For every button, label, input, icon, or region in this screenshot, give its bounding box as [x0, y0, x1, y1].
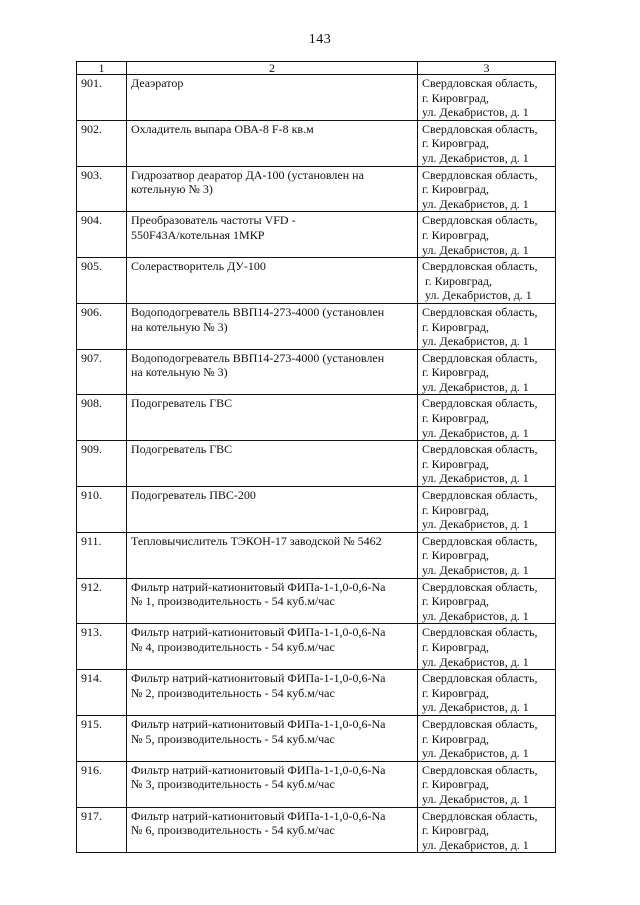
address-line: г. Кировград, — [422, 777, 490, 792]
address-line: г. Кировград, — [422, 136, 490, 151]
registry-table — [76, 61, 556, 853]
row-number: 915. — [77, 715, 127, 761]
address-line: ул. Декабристов, д. 1 — [422, 517, 529, 532]
equipment-name-cell — [127, 441, 418, 487]
address-line: г. Кировград, — [422, 502, 490, 517]
address-line: г. Кировград, — [422, 90, 490, 105]
address-line: ул. Декабристов, д. 1 — [422, 563, 529, 577]
equipment-name-line: Водоподогреватель ВВП14-273-4000 (установлен — [131, 304, 385, 319]
table-row — [77, 120, 556, 166]
equipment-name-line: Фильтр натрий-катионитовый ФИПа-1-1,0-0,6-Na — [131, 625, 386, 640]
address-line: Свердловская область, — [422, 350, 538, 365]
row-number: 902. — [77, 120, 127, 166]
address-line: г. Кировград, — [422, 273, 493, 288]
equipment-name-line: № 2, производительность - 54 куб.м/час — [131, 685, 335, 700]
column-header: 1 — [77, 62, 127, 75]
equipment-name-line: Подогреватель ГВС — [131, 442, 233, 457]
equipment-name-cell — [127, 349, 418, 395]
row-number: 910. — [77, 487, 127, 533]
address-cell — [418, 441, 556, 487]
address-line: ул. Декабристов, д. 1 — [422, 196, 529, 211]
equipment-name-line: № 4, производительность - 54 куб.м/час — [131, 639, 335, 654]
equipment-name-cell — [127, 120, 418, 166]
address-line: ул. Декабристов, д. 1 — [422, 150, 529, 165]
equipment-name-line: Охладитель выпара ОВА-8 F-8 кв.м — [131, 121, 314, 136]
address-line: г. Кировград, — [422, 319, 490, 334]
equipment-name-cell — [127, 715, 418, 761]
equipment-name-line: № 5, производительность - 54 куб.м/час — [131, 731, 335, 746]
address-line: ул. Декабристов, д. 1 — [422, 700, 529, 715]
equipment-name-line: Деаэратор — [131, 76, 184, 90]
address-line: г. Кировград, — [422, 731, 490, 746]
address-cell — [418, 578, 556, 624]
address-line: Свердловская область, — [422, 121, 538, 136]
table-row — [77, 395, 556, 441]
equipment-name-line: Солерастворитель ДУ-100 — [131, 259, 266, 274]
equipment-name-cell — [127, 670, 418, 716]
address-line: Свердловская область, — [422, 625, 538, 640]
equipment-name-line: № 6, производительность - 54 куб.м/час — [131, 823, 335, 838]
address-line: Свердловская область, — [422, 671, 538, 686]
address-line: Свердловская область, — [422, 762, 538, 777]
address-cell — [418, 395, 556, 441]
address-line: ул. Декабристов, д. 1 — [422, 654, 529, 669]
address-line: г. Кировград, — [422, 227, 490, 242]
address-line: г. Кировград, — [422, 456, 490, 471]
row-number: 904. — [77, 212, 127, 258]
equipment-name-cell — [127, 807, 418, 853]
equipment-name-line: Гидрозатвор деаратор ДА-100 (установлен на — [131, 167, 364, 182]
row-number: 913. — [77, 624, 127, 670]
address-line: Свердловская область, — [422, 167, 538, 182]
address-line: Свердловская область, — [422, 488, 538, 503]
address-line: Свердловская область, — [422, 716, 538, 731]
address-cell — [418, 670, 556, 716]
row-number: 911. — [77, 532, 127, 578]
equipment-name-cell — [127, 487, 418, 533]
row-number: 916. — [77, 761, 127, 807]
address-line: ул. Декабристов, д. 1 — [422, 746, 529, 761]
table-row — [77, 624, 556, 670]
row-number: 912. — [77, 578, 127, 624]
address-line: ул. Декабристов, д. 1 — [422, 471, 529, 486]
row-number: 905. — [77, 258, 127, 304]
equipment-name-line: на котельную № 3) — [131, 365, 228, 380]
equipment-name-line: Фильтр натрий-катионитовый ФИПа-1-1,0-0,6-Na — [131, 808, 386, 823]
address-line: Свердловская область, — [422, 259, 538, 274]
equipment-name-line: Тепловычислитель ТЭКОН-17 заводской № 5462 — [131, 533, 382, 548]
address-line: ул. Декабристов, д. 1 — [422, 425, 529, 440]
address-line: г. Кировград, — [422, 685, 490, 700]
address-cell — [418, 120, 556, 166]
address-line: г. Кировград, — [422, 365, 490, 380]
address-line: Свердловская область, — [422, 533, 538, 548]
table-row — [77, 532, 556, 578]
address-cell — [418, 258, 556, 304]
row-number: 909. — [77, 441, 127, 487]
table-row — [77, 807, 556, 853]
address-line: ул. Декабристов, д. 1 — [422, 837, 529, 852]
address-line: Свердловская область, — [422, 76, 538, 90]
address-line: ул. Декабристов, д. 1 — [422, 288, 532, 303]
header-row — [77, 62, 556, 75]
equipment-name-line: № 3, производительность - 54 куб.м/час — [131, 777, 335, 792]
row-number: 917. — [77, 807, 127, 853]
address-cell — [418, 349, 556, 395]
equipment-name-cell — [127, 578, 418, 624]
address-line: г. Кировград, — [422, 639, 490, 654]
equipment-name-cell — [127, 624, 418, 670]
equipment-name-cell — [127, 395, 418, 441]
address-line: ул. Декабристов, д. 1 — [422, 105, 529, 120]
address-line: ул. Декабристов, д. 1 — [422, 334, 529, 349]
table-row — [77, 75, 556, 121]
table-row — [77, 303, 556, 349]
address-line: Свердловская область, — [422, 442, 538, 457]
equipment-name-line: на котельную № 3) — [131, 319, 228, 334]
table-row — [77, 670, 556, 716]
table-row — [77, 349, 556, 395]
address-cell — [418, 761, 556, 807]
table-row — [77, 715, 556, 761]
address-line: Свердловская область, — [422, 213, 538, 228]
equipment-name-cell — [127, 212, 418, 258]
address-line: г. Кировград, — [422, 548, 490, 563]
equipment-name-line: 550F43A/котельная 1МКР — [131, 227, 265, 242]
equipment-name-cell — [127, 303, 418, 349]
equipment-name-line: котельную № 3) — [131, 182, 213, 197]
address-line: Свердловская область, — [422, 579, 538, 594]
equipment-name-line: Подогреватель ГВС — [131, 396, 233, 411]
table-row — [77, 166, 556, 212]
address-cell — [418, 624, 556, 670]
table-body — [77, 75, 556, 853]
address-line: Свердловская область, — [422, 304, 538, 319]
equipment-name-line: Фильтр натрий-катионитовый ФИПа-1-1,0-0,6-Na — [131, 762, 386, 777]
address-line: г. Кировград, — [422, 823, 490, 838]
table-row — [77, 578, 556, 624]
address-cell — [418, 166, 556, 212]
address-line: г. Кировград, — [422, 411, 490, 426]
table-row — [77, 761, 556, 807]
equipment-name-line: Преобразователь частоты VFD - — [131, 213, 296, 228]
equipment-name-cell — [127, 166, 418, 212]
column-header: 3 — [418, 62, 556, 75]
address-line: Свердловская область, — [422, 808, 538, 823]
address-line: ул. Декабристов, д. 1 — [422, 791, 529, 806]
address-cell — [418, 212, 556, 258]
address-cell — [418, 303, 556, 349]
address-cell — [418, 715, 556, 761]
row-number: 908. — [77, 395, 127, 441]
row-number: 906. — [77, 303, 127, 349]
address-cell — [418, 807, 556, 853]
row-number: 901. — [77, 75, 127, 121]
equipment-name-cell — [127, 75, 418, 121]
address-line: ул. Декабристов, д. 1 — [422, 379, 529, 394]
row-number: 907. — [77, 349, 127, 395]
address-line: г. Кировград, — [422, 182, 490, 197]
address-line: ул. Декабристов, д. 1 — [422, 242, 529, 257]
column-header: 2 — [127, 62, 418, 75]
table-row — [77, 487, 556, 533]
address-line: ул. Декабристов, д. 1 — [422, 608, 529, 623]
row-number: 914. — [77, 670, 127, 716]
address-line: Свердловская область, — [422, 396, 538, 411]
equipment-name-cell — [127, 761, 418, 807]
table-row — [77, 212, 556, 258]
row-number: 903. — [77, 166, 127, 212]
address-line: г. Кировград, — [422, 594, 490, 609]
page-number: 143 — [308, 32, 332, 47]
equipment-name-cell — [127, 532, 418, 578]
table-row — [77, 441, 556, 487]
equipment-name-line: № 1, производительность - 54 куб.м/час — [131, 594, 335, 609]
equipment-name-line: Фильтр натрий-катионитовый ФИПа-1-1,0-0,6-Na — [131, 716, 386, 731]
address-cell — [418, 532, 556, 578]
equipment-name-line: Фильтр натрий-катионитовый ФИПа-1-1,0-0,6-Na — [131, 671, 386, 686]
equipment-name-line: Фильтр натрий-катионитовый ФИПа-1-1,0-0,6-Na — [131, 579, 386, 594]
address-cell — [418, 75, 556, 121]
table-row — [77, 258, 556, 304]
equipment-name-line: Водоподогреватель ВВП14-273-4000 (установлен — [131, 350, 385, 365]
equipment-name-cell — [127, 258, 418, 304]
equipment-name-line: Подогреватель ПВС-200 — [131, 488, 256, 503]
address-cell — [418, 487, 556, 533]
